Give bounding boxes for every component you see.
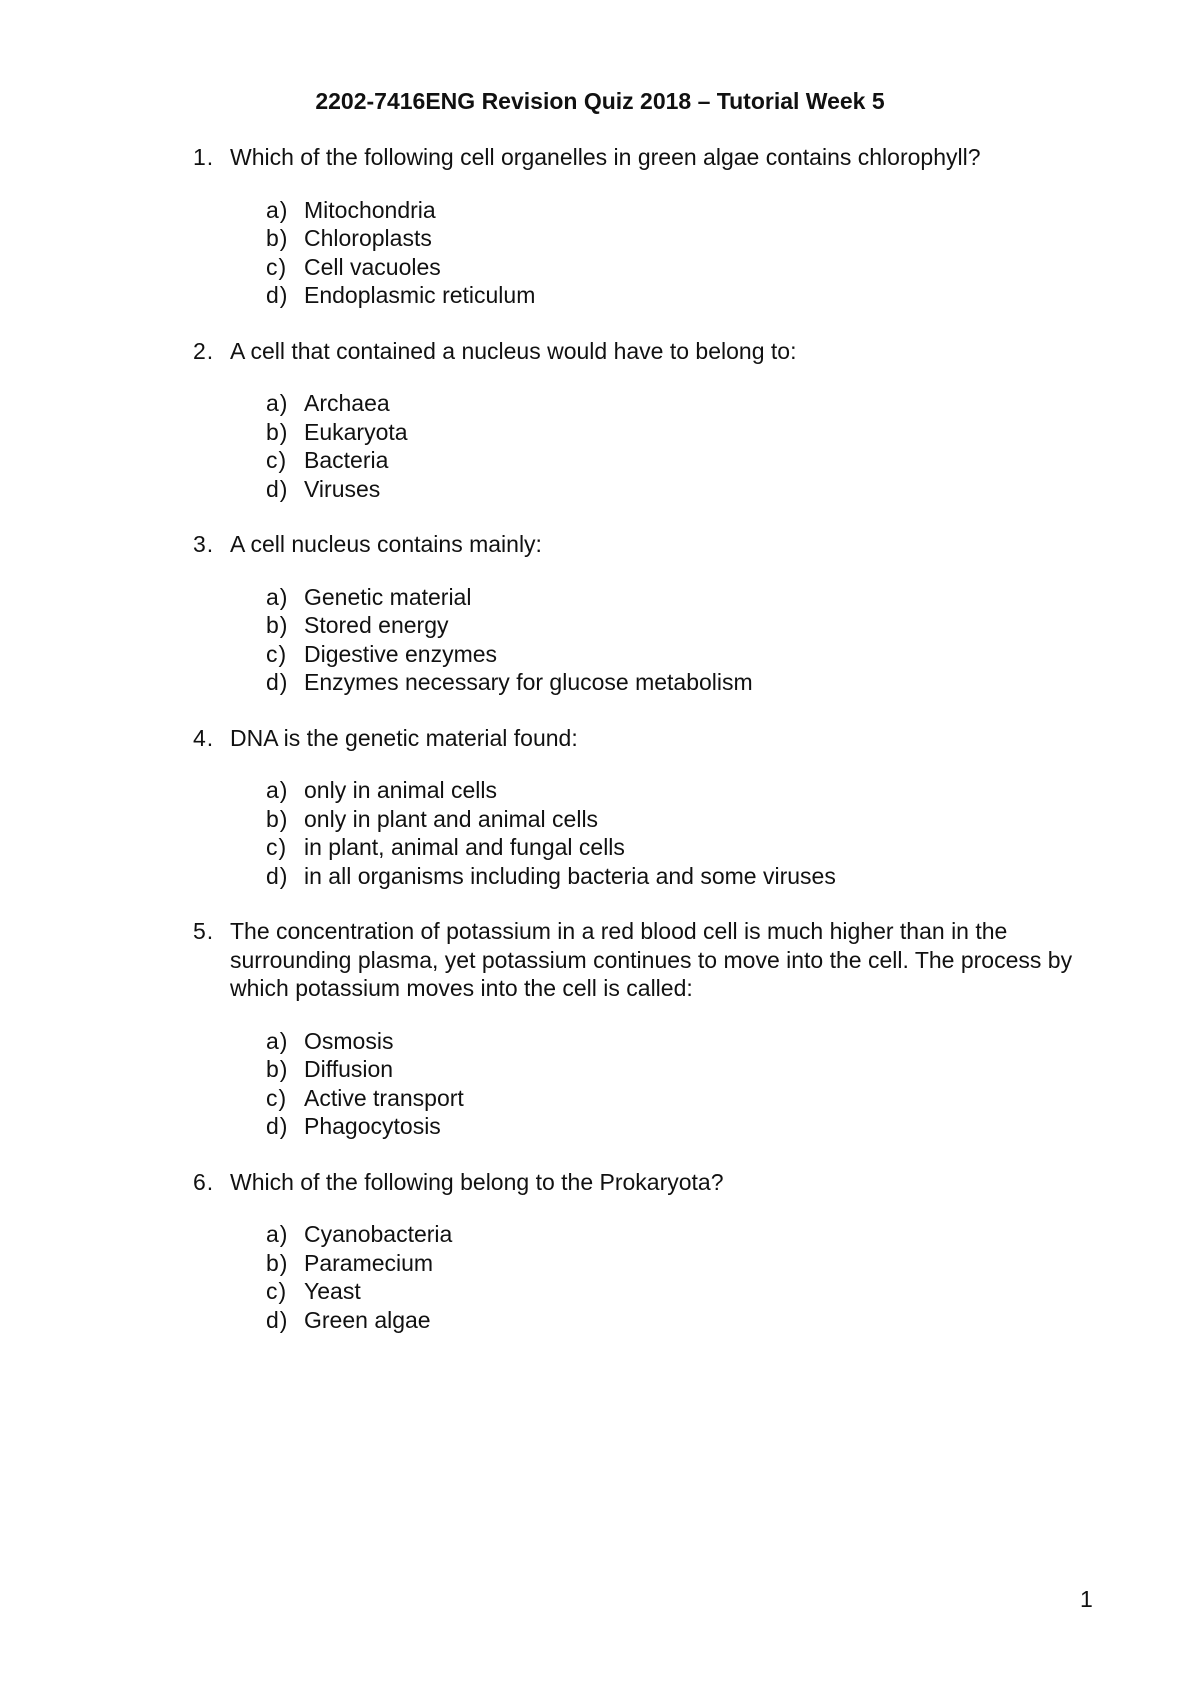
question-6 bbox=[193, 1168, 1093, 1335]
option-text: Green algae bbox=[304, 1306, 431, 1333]
option-text: Stored energy bbox=[304, 612, 449, 638]
option-item bbox=[266, 418, 1093, 447]
option-letter: a) bbox=[266, 1027, 289, 1054]
option-item bbox=[266, 475, 1093, 504]
option-item bbox=[266, 583, 1093, 612]
option-item bbox=[266, 196, 1093, 225]
question-6-row bbox=[193, 1168, 1093, 1197]
option-letter: b) bbox=[266, 612, 289, 638]
question-text: Which of the following cell organelles in green algae contains chlorophyll? bbox=[230, 144, 981, 170]
question-number: 6. bbox=[193, 1168, 215, 1195]
document-title: 2202-7416ENG Revision Quiz 2018 – Tutorial Week 5 bbox=[315, 88, 885, 114]
question-text: A cell that contained a nucleus would have to belong to: bbox=[230, 337, 797, 364]
option-list bbox=[193, 583, 1093, 697]
option-letter: d) bbox=[266, 282, 289, 308]
option-text: Phagocytosis bbox=[304, 1113, 441, 1139]
option-list bbox=[193, 389, 1093, 503]
question-text: DNA is the genetic material found: bbox=[230, 724, 578, 751]
option-list bbox=[193, 776, 1093, 890]
option-item bbox=[266, 1249, 1093, 1278]
option-text: in all organisms including bacteria and some viruses bbox=[304, 862, 836, 889]
option-item bbox=[266, 1055, 1093, 1084]
option-item bbox=[266, 776, 1093, 805]
option-item bbox=[266, 1220, 1093, 1249]
option-item bbox=[266, 224, 1093, 253]
question-4-row bbox=[193, 724, 1093, 753]
question-5 bbox=[193, 917, 1093, 1141]
option-text: only in animal cells bbox=[304, 777, 498, 803]
question-number: 1. bbox=[193, 144, 215, 170]
option-text: Archaea bbox=[304, 390, 390, 416]
option-letter: d) bbox=[266, 669, 289, 695]
option-letter: c) bbox=[266, 253, 288, 280]
option-letter: b) bbox=[266, 1249, 289, 1276]
option-letter: c) bbox=[266, 1084, 288, 1111]
option-letter: a) bbox=[266, 583, 289, 610]
question-number: 2. bbox=[193, 337, 215, 364]
option-text: Viruses bbox=[304, 475, 381, 502]
option-list bbox=[193, 196, 1093, 310]
option-letter: b) bbox=[266, 1056, 289, 1082]
question-2-row bbox=[193, 337, 1093, 366]
option-text: Diffusion bbox=[304, 1056, 394, 1082]
option-item bbox=[266, 253, 1093, 282]
option-text: Paramecium bbox=[304, 1249, 434, 1276]
option-letter: c) bbox=[266, 1278, 288, 1304]
option-text: Chloroplasts bbox=[304, 225, 432, 251]
question-number: 5. bbox=[193, 918, 215, 944]
option-item bbox=[266, 668, 1093, 697]
option-item bbox=[266, 640, 1093, 669]
option-letter: d) bbox=[266, 862, 289, 889]
option-letter: b) bbox=[266, 805, 289, 832]
question-number: 3. bbox=[193, 531, 215, 557]
option-letter: d) bbox=[266, 1113, 289, 1139]
option-letter: d) bbox=[266, 1306, 289, 1333]
option-item bbox=[266, 1112, 1093, 1141]
option-text: Digestive enzymes bbox=[304, 640, 498, 667]
option-text: Cyanobacteria bbox=[304, 1221, 453, 1247]
question-2 bbox=[193, 337, 1093, 504]
option-letter: c) bbox=[266, 834, 288, 860]
option-text: only in plant and animal cells bbox=[304, 805, 599, 832]
question-4 bbox=[193, 724, 1093, 891]
option-text: Yeast bbox=[304, 1278, 361, 1304]
option-text: Endoplasmic reticulum bbox=[304, 282, 536, 308]
option-letter: a) bbox=[266, 1221, 289, 1247]
option-letter: c) bbox=[266, 447, 288, 473]
option-text: Bacteria bbox=[304, 447, 389, 473]
option-item bbox=[266, 1084, 1093, 1113]
option-text: Enzymes necessary for glucose metabolism bbox=[304, 669, 753, 695]
question-3-row bbox=[193, 530, 1093, 559]
option-list bbox=[193, 1220, 1093, 1334]
question-list bbox=[193, 143, 1093, 1361]
question-5-row bbox=[193, 917, 1093, 1003]
option-text: Active transport bbox=[304, 1084, 464, 1111]
option-item bbox=[266, 1027, 1093, 1056]
option-text: Genetic material bbox=[304, 583, 472, 610]
option-item bbox=[266, 805, 1093, 834]
question-text: Which of the following belong to the Prokaryota? bbox=[230, 1168, 724, 1195]
option-item bbox=[266, 611, 1093, 640]
option-item bbox=[266, 446, 1093, 475]
question-3 bbox=[193, 530, 1093, 697]
option-text: Osmosis bbox=[304, 1027, 394, 1054]
option-item bbox=[266, 1306, 1093, 1335]
option-letter: d) bbox=[266, 475, 289, 502]
option-item bbox=[266, 389, 1093, 418]
option-letter: a) bbox=[266, 196, 289, 223]
option-text: Cell vacuoles bbox=[304, 253, 441, 280]
option-item bbox=[266, 833, 1093, 862]
option-text: Mitochondria bbox=[304, 196, 436, 223]
option-text: in plant, animal and fungal cells bbox=[304, 834, 625, 860]
question-text: A cell nucleus contains mainly: bbox=[230, 531, 542, 557]
option-item bbox=[266, 862, 1093, 891]
question-text: The concentration of potassium in a red blood cell is much higher than in the surrounding plasma, yet potassium continues to move into the cell. The process by which potassium moves into the cell is called: bbox=[230, 918, 1073, 1001]
option-text: Eukaryota bbox=[304, 418, 408, 445]
question-number: 4. bbox=[193, 724, 215, 751]
page-number: 1 bbox=[1080, 1586, 1093, 1612]
option-item bbox=[266, 1277, 1093, 1306]
question-1-row bbox=[193, 143, 1093, 172]
option-letter: b) bbox=[266, 418, 289, 445]
option-letter: b) bbox=[266, 225, 289, 251]
option-letter: a) bbox=[266, 390, 289, 416]
option-letter: c) bbox=[266, 640, 288, 667]
question-1 bbox=[193, 143, 1093, 310]
option-list bbox=[193, 1027, 1093, 1141]
option-letter: a) bbox=[266, 777, 289, 803]
option-item bbox=[266, 281, 1093, 310]
